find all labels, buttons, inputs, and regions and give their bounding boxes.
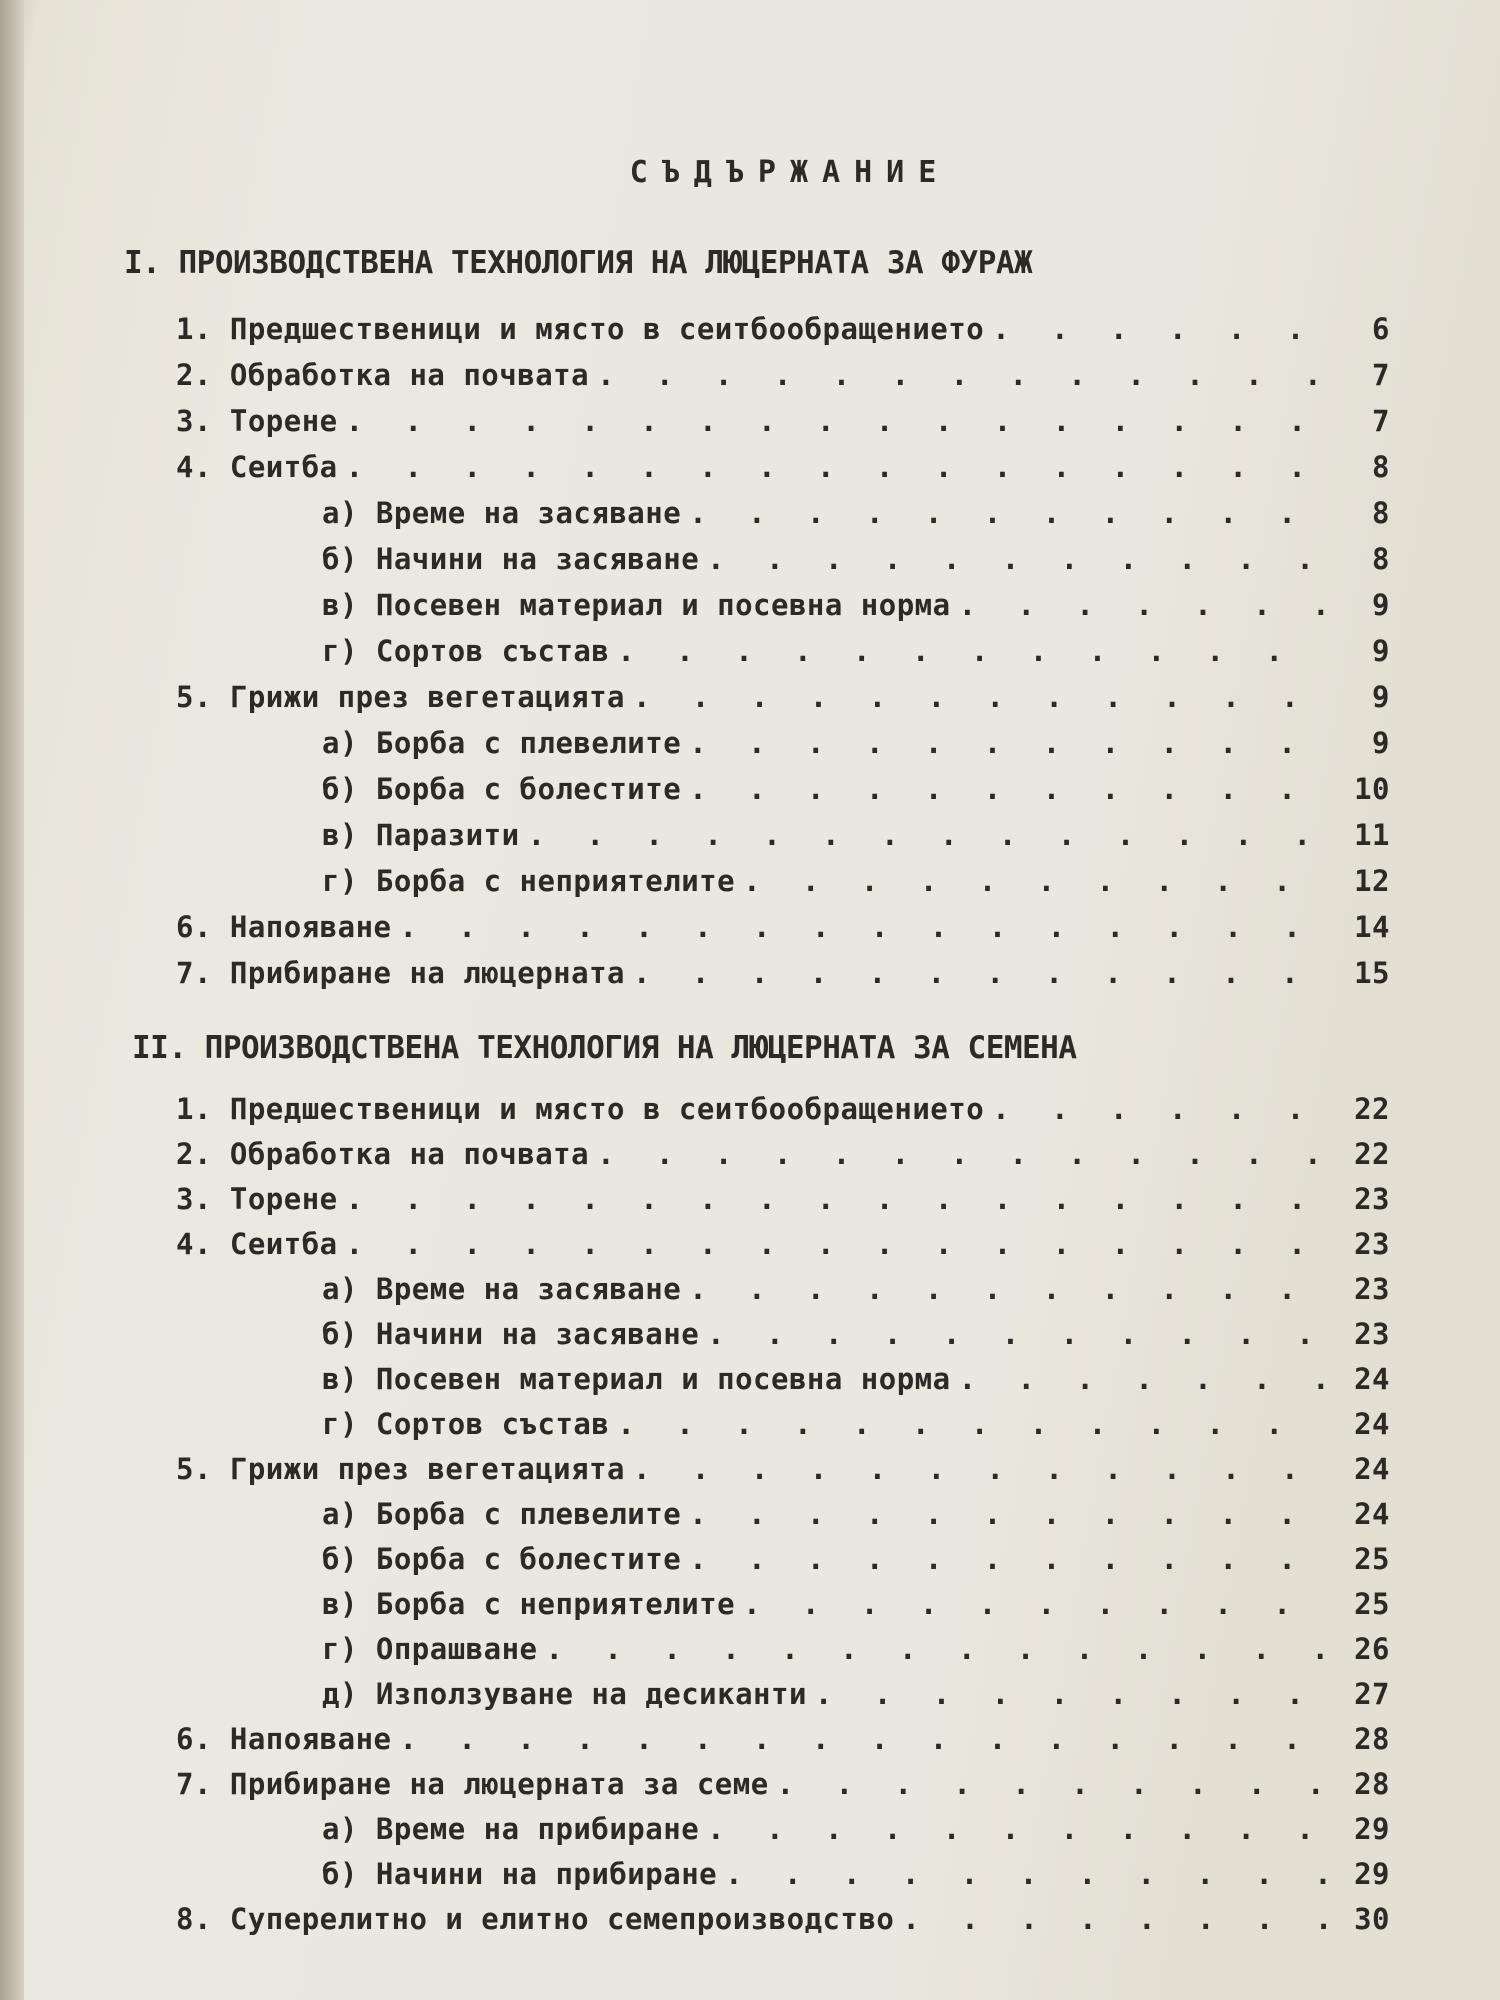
toc-entry: [176, 1767, 1390, 1811]
dot-leader: [597, 1137, 1326, 1171]
toc-entry-page: 25: [1354, 1542, 1390, 1576]
toc-subentry: [322, 1632, 1390, 1676]
toc-entry-page: 25: [1354, 1587, 1390, 1621]
toc-entry-page: 24: [1354, 1407, 1390, 1441]
toc-entry-label: г) Опрашване: [322, 1632, 538, 1666]
toc-entry: [176, 1227, 1390, 1271]
toc-entry-label: 6. Напояване: [176, 1722, 392, 1756]
toc-subentry: [322, 1857, 1390, 1901]
dot-leader: [346, 1227, 1326, 1261]
dot-leader: [546, 1632, 1326, 1666]
toc-subentry: [322, 1812, 1390, 1856]
toc-entry-label: 3. Торене: [176, 404, 338, 438]
toc-entry-page: 23: [1354, 1227, 1390, 1261]
toc-entry-page: 28: [1354, 1767, 1390, 1801]
section-heading: II. ПРОИЗВОДСТВЕНА ТЕХНОЛОГИЯ НА ЛЮЦЕРНАТА ЗА СЕМЕНА: [132, 1030, 1077, 1066]
toc-entry-label: в) Посевен материал и посевна норма: [322, 588, 951, 622]
toc-entry-label: г) Сортов състав: [322, 1407, 610, 1441]
toc-entry-page: 14: [1354, 910, 1390, 944]
toc-subentry: [322, 1362, 1390, 1406]
dot-leader: [689, 726, 1326, 760]
dot-leader: [689, 496, 1326, 530]
toc-entry-page: 30: [1354, 1902, 1390, 1936]
toc-entry-page: 8: [1372, 542, 1390, 576]
toc-entry-page: 7: [1372, 358, 1390, 392]
toc-entry-label: а) Борба с плевелите: [322, 1497, 682, 1531]
toc-entry-page: 24: [1354, 1452, 1390, 1486]
dot-leader: [777, 1767, 1326, 1801]
dot-leader: [815, 1677, 1326, 1711]
toc-entry-label: а) Време на прибиране: [322, 1812, 700, 1846]
toc-subentry: [322, 1497, 1390, 1541]
toc-entry: [176, 1182, 1390, 1226]
toc-entry-page: 7: [1372, 404, 1390, 438]
toc-entry-label: в) Посевен материал и посевна норма: [322, 1362, 951, 1396]
toc-entry-label: 7. Прибиране на люцерната за семе: [176, 1767, 769, 1801]
toc-entry-page: 6: [1372, 312, 1390, 346]
toc-entry-label: а) Време на засяване: [322, 496, 682, 530]
toc-subentry: [322, 496, 1390, 540]
toc-entry-label: 7. Прибиране на люцерната: [176, 956, 625, 990]
toc-entry-label: 4. Сеитба: [176, 450, 338, 484]
dot-leader: [400, 1722, 1326, 1756]
toc-entry: [176, 956, 1390, 1000]
toc-entry: [176, 1452, 1390, 1496]
dot-leader: [528, 818, 1326, 852]
toc-entry-label: 6. Напояване: [176, 910, 392, 944]
toc-entry: [176, 1092, 1390, 1136]
toc-entry-page: 24: [1354, 1362, 1390, 1396]
toc-subentry: [322, 634, 1390, 678]
dot-leader: [633, 956, 1326, 990]
toc-entry-page: 23: [1354, 1182, 1390, 1216]
toc-entry-label: 1. Предшественици и място в сеитбообращението: [176, 1092, 985, 1126]
dot-leader: [400, 910, 1326, 944]
dot-leader: [902, 1902, 1326, 1936]
toc-entry: [176, 1902, 1390, 1946]
page-title: СЪДЪРЖАНИЕ: [629, 155, 951, 190]
toc-entry-page: 8: [1372, 450, 1390, 484]
toc-entry: [176, 910, 1390, 954]
toc-entry-label: а) Време на засяване: [322, 1272, 682, 1306]
toc-subentry: [322, 772, 1390, 816]
toc-entry-label: 8. Суперелитно и елитно семепроизводство: [176, 1902, 895, 1936]
toc-entry-label: г) Сортов състав: [322, 634, 610, 668]
dot-leader: [707, 542, 1326, 576]
toc-entry: [176, 404, 1390, 448]
toc-entry-label: 1. Предшественици и място в сеитбообращението: [176, 312, 985, 346]
dot-leader: [597, 358, 1326, 392]
toc-entry-label: б) Начини на прибиране: [322, 1857, 718, 1891]
toc-entry-page: 24: [1354, 1497, 1390, 1531]
toc-entry-page: 23: [1354, 1272, 1390, 1306]
dot-leader: [689, 1542, 1326, 1576]
toc-entry-page: 9: [1372, 634, 1390, 668]
dot-leader: [959, 588, 1326, 622]
toc-entry-page: 9: [1372, 680, 1390, 714]
toc-entry-label: 2. Обработка на почвата: [176, 358, 590, 392]
toc-entry-page: 22: [1354, 1092, 1390, 1126]
section-heading: I. ПРОИЗВОДСТВЕНА ТЕХНОЛОГИЯ НА ЛЮЦЕРНАТА ЗА ФУРАЖ: [124, 245, 1033, 281]
dot-leader: [689, 1497, 1326, 1531]
toc-subentry: [322, 818, 1390, 862]
toc-entry-page: 22: [1354, 1137, 1390, 1171]
dot-leader: [346, 450, 1326, 484]
toc-entry-page: 9: [1372, 588, 1390, 622]
dot-leader: [617, 634, 1326, 668]
toc-subentry: [322, 726, 1390, 770]
toc-subentry: [322, 1272, 1390, 1316]
dot-leader: [617, 1407, 1326, 1441]
dot-leader: [633, 1452, 1326, 1486]
toc-entry-page: 23: [1354, 1317, 1390, 1351]
toc-entry-label: а) Борба с плевелите: [322, 726, 682, 760]
dot-leader: [707, 1317, 1326, 1351]
toc-entry-page: 29: [1354, 1857, 1390, 1891]
dot-leader: [992, 312, 1326, 346]
dot-leader: [959, 1362, 1326, 1396]
toc-entry-label: 5. Грижи през вегетацията: [176, 680, 625, 714]
dot-leader: [689, 1272, 1326, 1306]
dot-leader: [346, 404, 1326, 438]
toc-entry: [176, 680, 1390, 724]
dot-leader: [346, 1182, 1326, 1216]
dot-leader: [743, 864, 1326, 898]
toc-subentry: [322, 1587, 1390, 1631]
toc-entry: [176, 450, 1390, 494]
toc-subentry: [322, 1542, 1390, 1586]
toc-entry-label: б) Начини на засяване: [322, 542, 700, 576]
dot-leader: [743, 1587, 1326, 1621]
toc-entry-label: б) Борба с болестите: [322, 772, 682, 806]
toc-entry-page: 12: [1354, 864, 1390, 898]
toc-entry: [176, 1722, 1390, 1766]
toc-entry-page: 11: [1354, 818, 1390, 852]
toc-entry: [176, 312, 1390, 356]
toc-subentry: [322, 588, 1390, 632]
toc-entry-page: 10: [1354, 772, 1390, 806]
toc-entry-label: в) Паразити: [322, 818, 520, 852]
toc-entry-page: 26: [1354, 1632, 1390, 1666]
toc-subentry: [322, 1317, 1390, 1361]
toc-entry-page: 27: [1354, 1677, 1390, 1711]
toc-entry-label: 3. Торене: [176, 1182, 338, 1216]
toc-entry-label: г) Борба с неприятелите: [322, 864, 736, 898]
toc-subentry: [322, 542, 1390, 586]
toc-entry-label: 2. Обработка на почвата: [176, 1137, 590, 1171]
toc-entry-page: 28: [1354, 1722, 1390, 1756]
book-spine: [0, 0, 24, 2000]
dot-leader: [992, 1092, 1326, 1126]
toc-entry: [176, 1137, 1390, 1181]
toc-entry-label: 4. Сеитба: [176, 1227, 338, 1261]
dot-leader: [633, 680, 1326, 714]
toc-entry-label: б) Начини на засяване: [322, 1317, 700, 1351]
toc-entry-label: д) Използуване на десиканти: [322, 1677, 807, 1711]
dot-leader: [689, 772, 1326, 806]
dot-leader: [725, 1857, 1326, 1891]
toc-entry-label: в) Борба с неприятелите: [322, 1587, 736, 1621]
toc-subentry: [322, 1677, 1390, 1721]
toc-entry-page: 29: [1354, 1812, 1390, 1846]
toc-entry-page: 9: [1372, 726, 1390, 760]
dot-leader: [707, 1812, 1326, 1846]
toc-entry-label: б) Борба с болестите: [322, 1542, 682, 1576]
toc-subentry: [322, 1407, 1390, 1451]
toc-entry: [176, 358, 1390, 402]
toc-entry-page: 8: [1372, 496, 1390, 530]
toc-subentry: [322, 864, 1390, 908]
toc-entry-page: 15: [1354, 956, 1390, 990]
toc-entry-label: 5. Грижи през вегетацията: [176, 1452, 625, 1486]
